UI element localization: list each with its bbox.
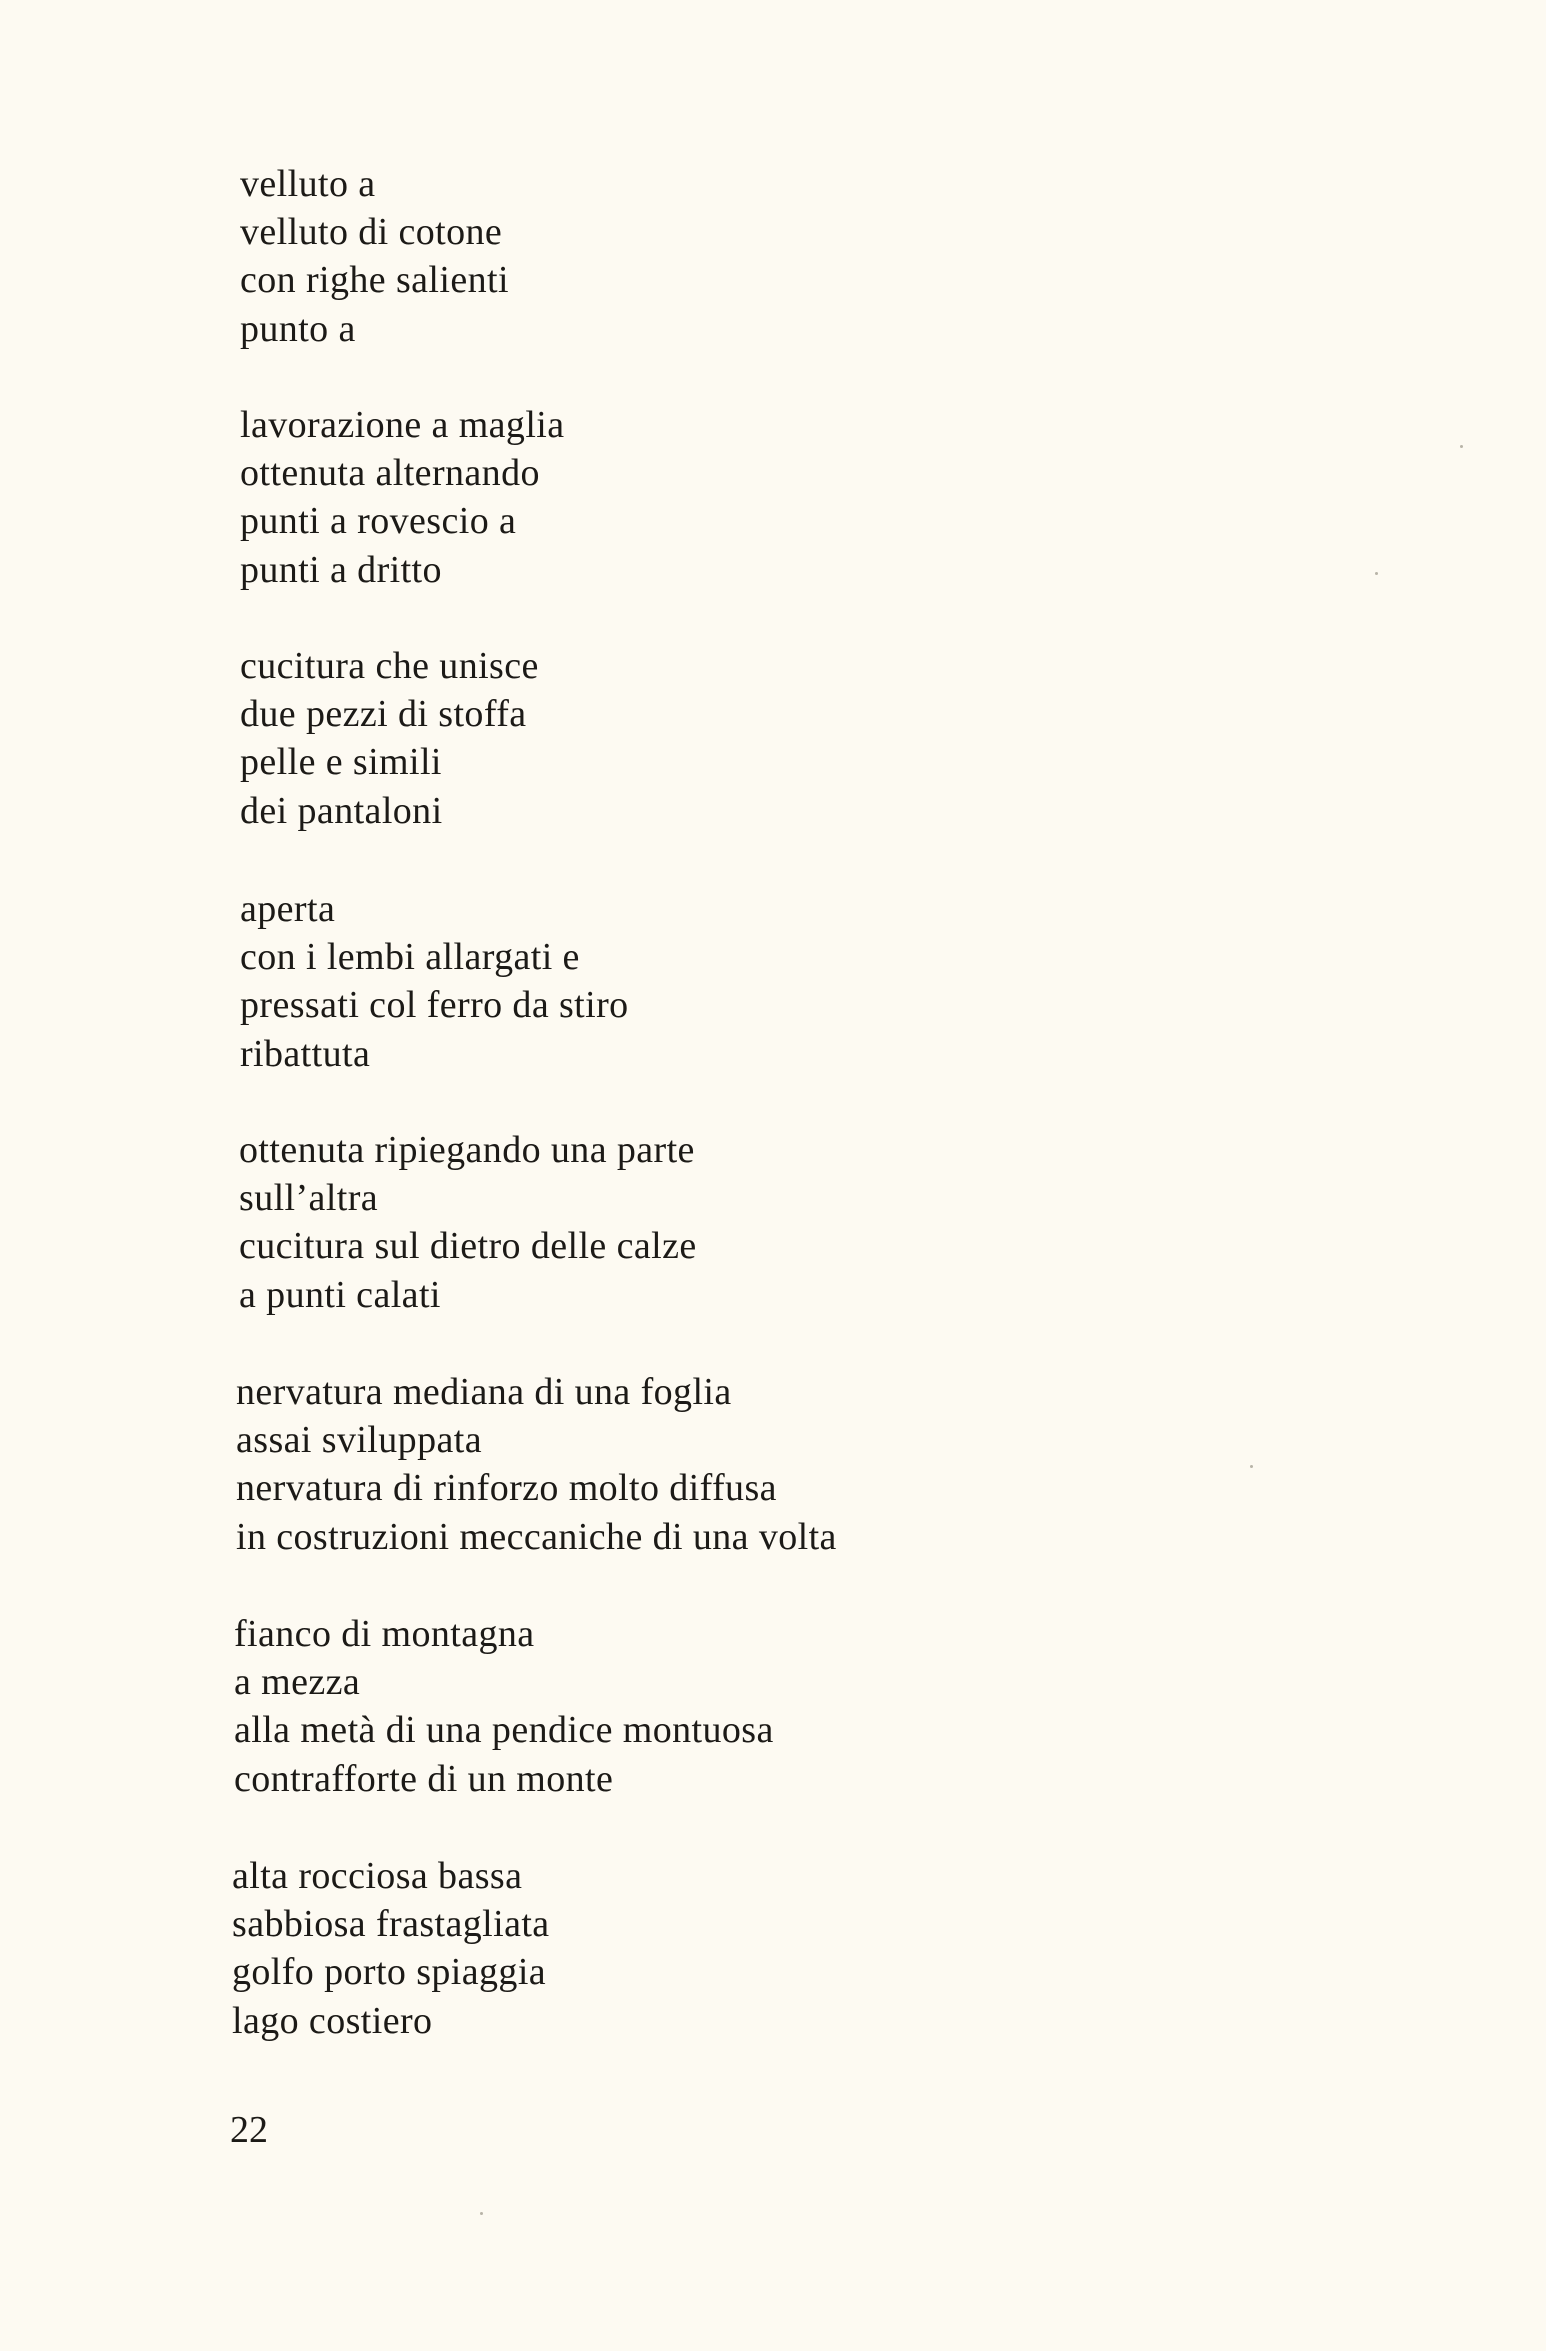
poem-line: velluto a [240,163,376,205]
poem-line: velluto di cotone [240,211,503,253]
poem-line: a mezza [234,1661,361,1703]
page-number: 22 [230,2109,268,2151]
poem-line: lago costiero [232,2000,433,2042]
poem-line: ottenuta alternando [240,452,540,494]
poem-line: ottenuta ripiegando una parte [239,1129,695,1171]
poem-line: pelle e simili [240,741,442,783]
poem-line: assai sviluppata [236,1419,482,1461]
poem-line: dei pantaloni [240,790,443,832]
poem-line: cucitura sul dietro delle calze [239,1225,697,1267]
poem-line: lavorazione a maglia [240,404,565,446]
paper-speck [1250,1465,1253,1468]
poem-line: golfo porto spiaggia [232,1951,547,1993]
paper-speck [480,2212,483,2215]
poem-line: punti a rovescio a [240,500,517,542]
poem-line: contrafforte di un monte [234,1758,614,1800]
poem-line: nervatura di rinforzo molto diffusa [236,1467,777,1509]
poem-line: aperta [240,888,336,930]
poem-line: nervatura mediana di una foglia [236,1371,732,1413]
poem-line: pressati col ferro da stiro [240,984,629,1026]
poem-line: fianco di montagna [234,1613,535,1655]
poem-line: punto a [240,308,356,350]
paper-speck [1375,572,1378,575]
poem-line: alta rocciosa bassa [232,1855,523,1897]
poem-line: sabbiosa frastagliata [232,1903,550,1945]
poem-line: con righe salienti [240,259,509,301]
paper-speck [1460,445,1463,448]
poem-line: ribattuta [240,1033,371,1075]
poem-line: sull’altra [239,1177,379,1219]
poem-line: cucitura che unisce [240,645,539,687]
poem-line: in costruzioni meccaniche di una volta [236,1516,837,1558]
poem-line: punti a dritto [240,549,442,591]
poem-line: due pezzi di stoffa [240,693,527,735]
poem-line: alla metà di una pendice montuosa [234,1709,774,1751]
poem-line: con i lembi allargati e [240,936,580,978]
poem-line: a punti calati [239,1274,441,1316]
